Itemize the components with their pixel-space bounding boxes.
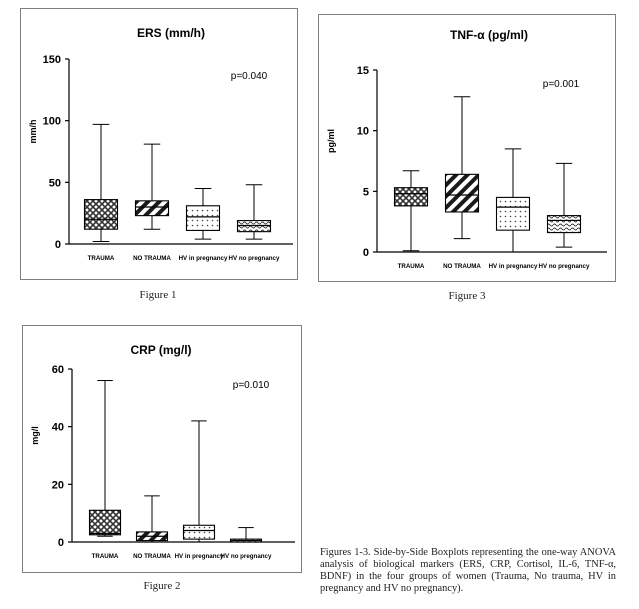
box-1 [395,188,428,206]
x-tick-label: HV no pregnancy [538,263,590,270]
box-4 [548,216,581,233]
box-3 [184,525,215,539]
box-1 [85,200,118,230]
p-value-label: p=0.001 [542,79,580,90]
y-tick-label: 10 [356,125,369,138]
x-tick-label: TRAUMA [91,553,119,560]
y-tick-label: 150 [42,54,61,66]
x-tick-label: HV in pregnancy [178,255,228,262]
chart-title: ERS (mm/h) [136,26,206,40]
y-tick-label: 0 [54,239,61,251]
chart-title: CRP (mg/l) [130,343,192,357]
y-tick-label: 15 [356,65,369,77]
x-tick-label: HV in pregnancy [174,553,224,560]
p-value-label: p=0.040 [230,71,268,82]
x-tick-label: NO TRAUMA [443,263,481,270]
y-tick-label: 100 [42,115,61,128]
box-3 [497,197,530,230]
y-tick-label: 5 [362,186,369,199]
box-4 [238,221,271,232]
y-axis-label: mm/h [28,119,38,144]
chart-crp [23,326,301,572]
figure-note: Figures 1-3. Side-by-Side Boxplots representing the one-way ANOVA analysis of biological markers (ERS, CRP, Cortisol, IL-6, TNF-α, BDNF) in the four groups of women (Trauma, No trauma, HV in pregnancy and HV no pregnancy). [320,547,616,594]
caption-figure-3: Figure 3 [448,290,486,302]
chart-panel-tnf [318,14,616,282]
y-tick-label: 40 [51,421,64,434]
chart-panel-crp [22,325,302,573]
y-tick-label: 0 [57,537,64,549]
box-3 [187,206,220,231]
y-tick-label: 20 [51,479,64,492]
chart-ers [21,9,297,279]
y-tick-label: 50 [48,177,61,190]
caption-figure-2: Figure 2 [143,580,181,592]
box-1 [90,510,121,535]
chart-title: TNF-α (pg/ml) [449,28,529,42]
p-value-label: p=0.010 [232,380,270,391]
y-axis-label: mg/l [30,426,40,445]
y-tick-label: 0 [362,247,369,259]
x-tick-label: HV no pregnancy [220,553,272,560]
x-tick-label: HV in pregnancy [488,263,538,270]
x-tick-label: TRAUMA [397,263,425,270]
x-tick-label: NO TRAUMA [133,553,171,560]
chart-panel-ers [20,8,298,280]
x-tick-label: TRAUMA [87,255,115,262]
x-tick-label: NO TRAUMA [133,255,171,262]
caption-figure-1: Figure 1 [139,289,177,301]
x-tick-label: HV no pregnancy [228,255,280,262]
y-axis-label: pg/ml [326,129,336,153]
box-2 [136,201,169,216]
y-tick-label: 60 [51,364,64,376]
chart-tnf [319,15,615,281]
box-2 [446,174,479,212]
